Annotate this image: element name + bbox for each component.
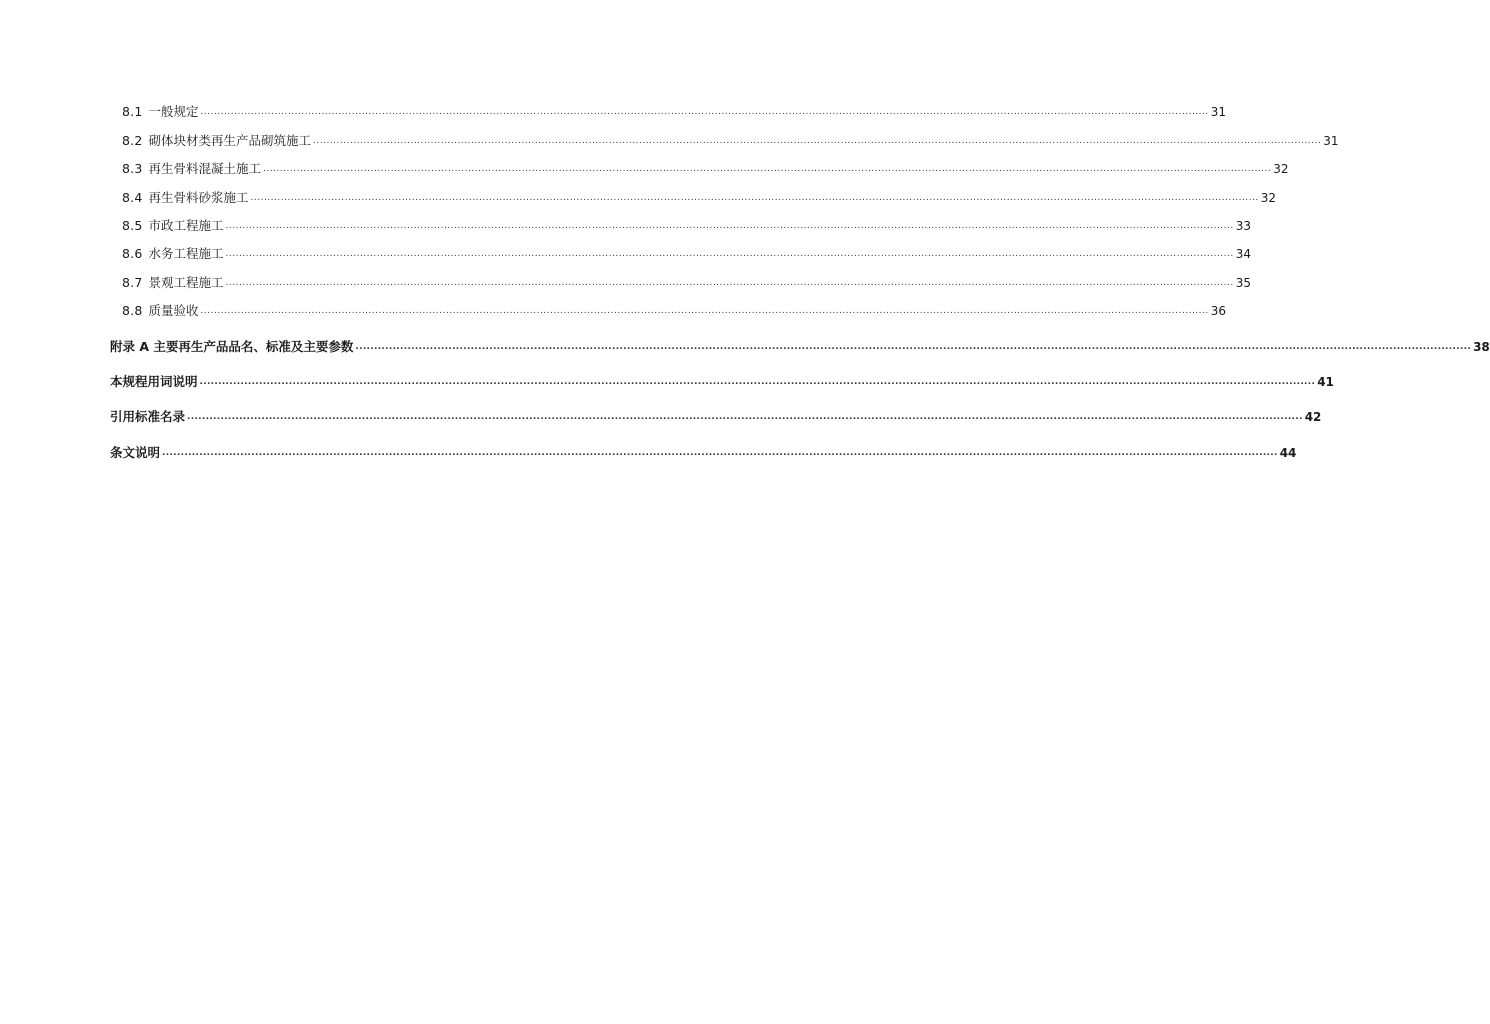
toc-entry-8-8[interactable]	[110, 291, 1227, 319]
toc-entry-title: 条文说明	[110, 444, 161, 460]
toc-entry-page: 41	[1317, 374, 1334, 389]
toc-entry-title: 景观工程施工	[148, 274, 224, 290]
toc-entry-number: 8.2	[122, 132, 143, 148]
toc-entry-page: 31	[1210, 105, 1227, 120]
toc-entry-number: 8.3	[122, 161, 143, 177]
toc-entry-8-7[interactable]	[110, 262, 1252, 290]
toc-entry-appendix-a[interactable]	[110, 319, 1490, 354]
toc-entry-page: 44	[1279, 445, 1297, 460]
toc-entry-number: 8.4	[122, 189, 143, 205]
toc-entry-title: 砌体块材类再生产品砌筑施工	[148, 132, 311, 148]
toc-entry-title: 再生骨料砂浆施工	[148, 189, 249, 205]
table-of-contents	[110, 92, 1490, 461]
toc-entry-referenced-standards[interactable]	[110, 390, 1322, 425]
toc-dot-leader: ............................................................................................................................................................................................................................................................................................................	[200, 107, 1209, 118]
toc-dot-leader: ............................................................................................................................................................................................................................................................................................................	[225, 249, 1234, 260]
toc-entry-number: 8.8	[122, 303, 143, 319]
toc-dot-leader: ............................................................................................................................................................................................................................................................................................................	[225, 220, 1234, 231]
toc-entry-number: 8.7	[122, 274, 143, 290]
toc-entry-page: 35	[1235, 275, 1252, 290]
toc-entry-page: 31	[1323, 133, 1339, 148]
toc-dot-leader: ............................................................................................................................................................................................................................................................................................................	[355, 341, 1472, 352]
toc-entry-8-1[interactable]	[110, 92, 1227, 120]
toc-dot-leader: ............................................................................................................................................................................................................................................................................................................	[250, 192, 1259, 203]
toc-entry-8-5[interactable]	[110, 206, 1252, 234]
toc-dot-leader: ............................................................................................................................................................................................................................................................................................................	[200, 306, 1209, 317]
toc-entry-page: 32	[1273, 162, 1289, 177]
toc-entry-title: 质量验收	[148, 303, 199, 319]
toc-entry-title: 本规程用词说明	[110, 373, 198, 389]
toc-entry-page: 42	[1304, 410, 1322, 425]
toc-entry-number: 8.6	[122, 246, 143, 262]
toc-entry-8-4[interactable]	[110, 177, 1277, 205]
toc-entry-title: 水务工程施工	[148, 246, 224, 262]
toc-entry-wording-explanation[interactable]	[110, 355, 1334, 390]
toc-entry-number: 8.1	[122, 104, 143, 120]
toc-dot-leader: ............................................................................................................................................................................................................................................................................................................	[263, 164, 1272, 175]
toc-entry-8-3[interactable]	[110, 149, 1289, 177]
toc-entry-number: 8.5	[122, 217, 143, 233]
toc-entry-title: 引用标准名录	[110, 409, 186, 425]
toc-entry-title: 一般规定	[148, 104, 199, 120]
toc-dot-leader: ............................................................................................................................................................................................................................................................................................................	[313, 135, 1322, 146]
toc-entry-page: 36	[1210, 304, 1227, 319]
toc-entry-title: 再生骨料混凝土施工	[148, 161, 261, 177]
toc-entry-title: 市政工程施工	[148, 217, 224, 233]
toc-dot-leader: ............................................................................................................................................................................................................................................................................................................	[199, 376, 1316, 387]
toc-entry-page: 34	[1235, 247, 1252, 262]
toc-dot-leader: ............................................................................................................................................................................................................................................................................................................	[162, 447, 1278, 458]
toc-entry-clause-explanation[interactable]	[110, 425, 1297, 460]
toc-dot-leader: ............................................................................................................................................................................................................................................................................................................	[187, 412, 1303, 423]
toc-entry-page: 33	[1235, 218, 1252, 233]
toc-entry-page: 32	[1260, 190, 1277, 205]
toc-entry-page: 38	[1473, 339, 1490, 354]
toc-entry-title: 附录 A 主要再生产品品名、标准及主要参数	[110, 338, 354, 354]
toc-entry-8-6[interactable]	[110, 234, 1252, 262]
toc-entry-8-2[interactable]	[110, 120, 1339, 148]
toc-dot-leader: ............................................................................................................................................................................................................................................................................................................	[225, 277, 1234, 288]
